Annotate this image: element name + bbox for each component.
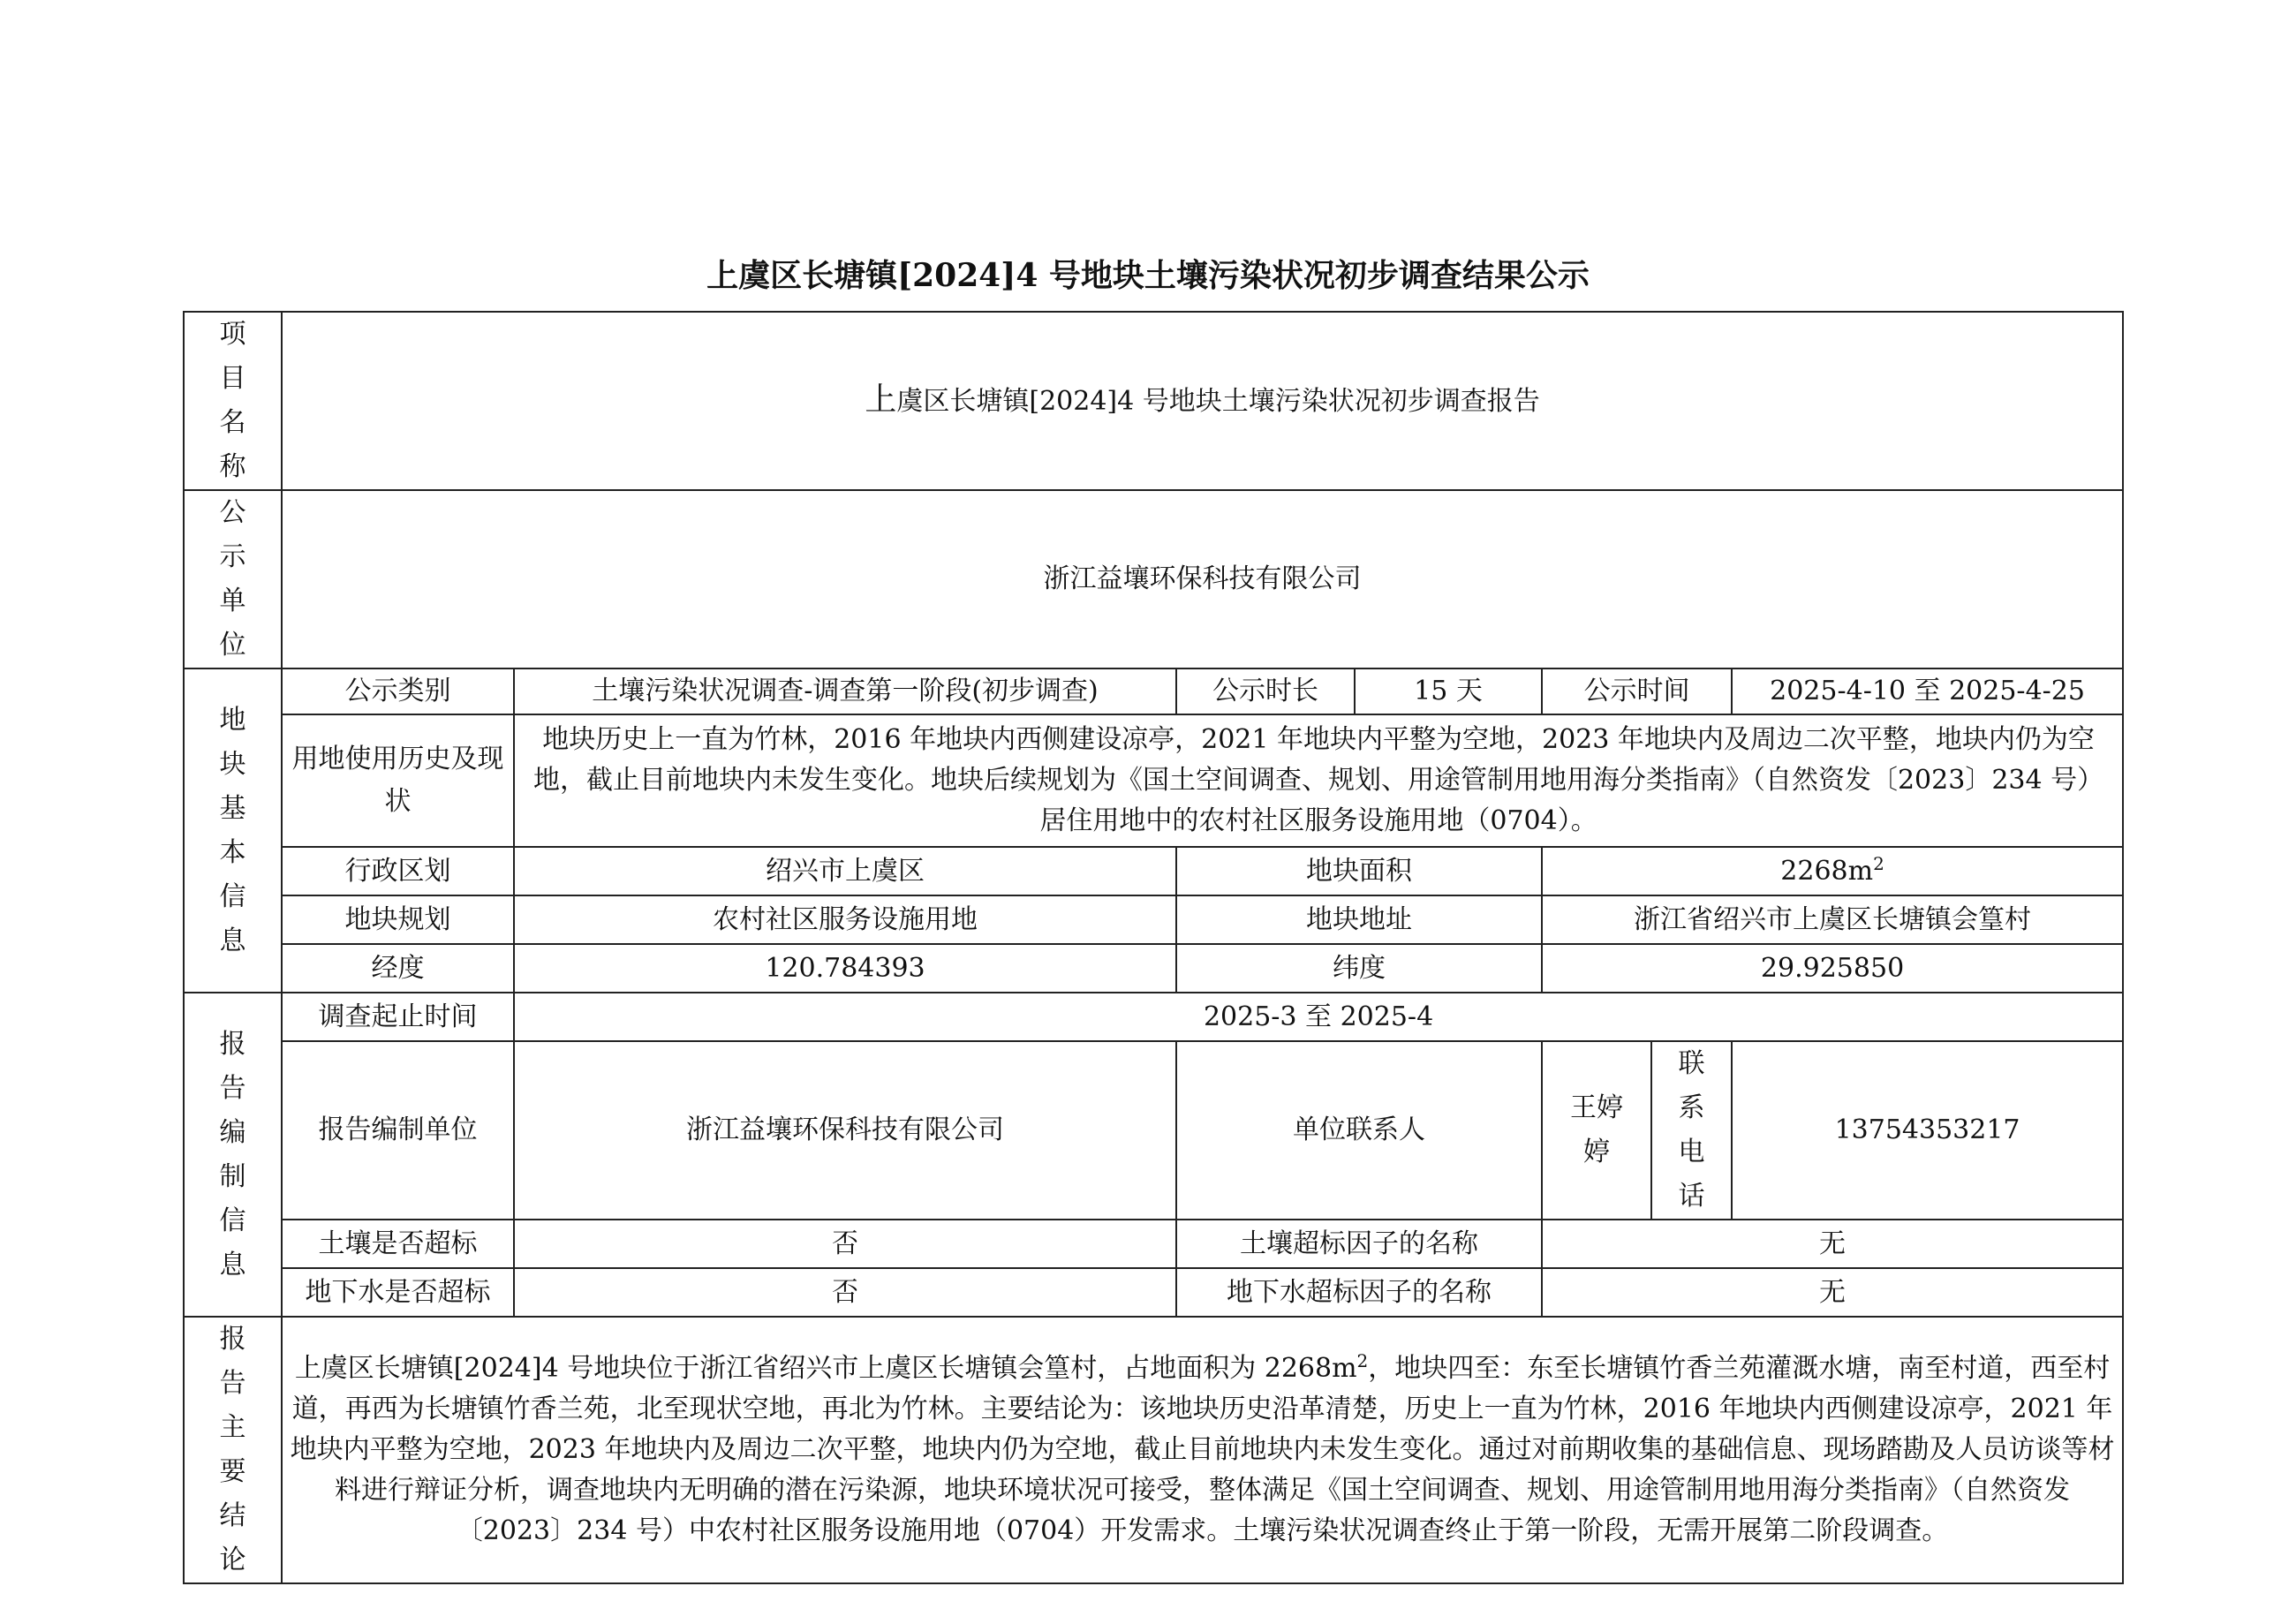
district-value: 绍兴市上虞区: [514, 847, 1176, 895]
longitude-value: 120.784393: [514, 944, 1176, 993]
gw-factor-label: 地下水超标因子的名称: [1176, 1268, 1542, 1317]
soil-exceed-label: 土壤是否超标: [282, 1220, 514, 1268]
report-org-label: 报告编制单位: [282, 1041, 514, 1220]
period-label: 公示时间: [1542, 668, 1732, 714]
duration-value: 15 天: [1355, 668, 1542, 714]
project-value: 上虞区长塘镇[2024]4 号地块土壤污染状况初步调查报告: [282, 312, 2123, 490]
soil-factor-value: 无: [1542, 1220, 2123, 1268]
publisher-value: 浙江益壤环保科技有限公司: [282, 490, 2123, 668]
duration-label: 公示时长: [1176, 668, 1355, 714]
gw-exceed-label: 地下水是否超标: [282, 1268, 514, 1317]
contact-value: 王婷婷: [1542, 1041, 1651, 1220]
address-label: 地块地址: [1176, 895, 1542, 944]
category-label: 公示类别: [282, 668, 514, 714]
area-label: 地块面积: [1176, 847, 1542, 895]
plot-info-label: 地块基本信息: [184, 668, 282, 993]
latitude-label: 纬度: [1176, 944, 1542, 993]
report-info-label: 报告编制信息: [184, 993, 282, 1317]
report-org-value: 浙江益壤环保科技有限公司: [514, 1041, 1176, 1220]
project-label: 项目名称: [184, 312, 282, 490]
area-value: $2268m^2$: [1542, 847, 2123, 895]
planning-value: 农村社区服务设施用地: [514, 895, 1176, 944]
contact-label: 单位联系人: [1176, 1041, 1542, 1220]
period-value: 2025-4-10 至 2025-4-25: [1732, 668, 2123, 714]
document-title: 上虞区长塘镇[2024]4 号地块土壤污染状况初步调查结果公示: [706, 257, 1590, 294]
category-value: 土壤污染状况调查-调查第一阶段(初步调查): [514, 668, 1176, 714]
soil-exceed-value: 否: [514, 1220, 1176, 1268]
gw-exceed-value: 否: [514, 1268, 1176, 1317]
phone-value: 13754353217: [1732, 1041, 2123, 1220]
gw-factor-value: 无: [1542, 1268, 2123, 1317]
longitude-label: 经度: [282, 944, 514, 993]
planning-label: 地块规划: [282, 895, 514, 944]
history-value: 地块历史上一直为竹林，2016 年地块内西侧建设凉亭，2021 年地块内平整为空地，2023 年地块内及周边二次平整，地块内仍为空地，截止目前地块内未发生变化。地块后续规划为《国土空间调查、规划、用途管制用地用海分类指南》（自然资发〔2023〕234 号）居住用地中的农村社区服务设施用地（0704）。: [514, 714, 2123, 847]
district-label: 行政区划: [282, 847, 514, 895]
conclusion-text: 上虞区长塘镇[2024]4 号地块位于浙江省绍兴市上虞区长塘镇会篁村，占地面积为 $2268m^2$，地块四至：东至长塘镇竹香兰苑灌溉水塘，南至村道，西至村道，再西为长塘镇竹香兰苑，北至现状空地，再北为竹林。主要结论为：该地块历史沿革清楚，历史上一直为竹林，2016 年地块内西侧建设凉亭，2021 年地块内平整为空地，2023 年地块内及周边二次平整，地块内仍为空地，截止目前地块内未发生变化。通过对前期收集的基础信息、现场踏勘及人员访谈等材料进行辩证分析，调查地块内无明确的潜在污染源，地块环境状况可接受，整体满足《国土空间调查、规划、用途管制用地用海分类指南》（自然资发〔2023〕234 号）中农村社区服务设施用地（0704）开发需求。土壤污染状况调查终止于第一阶段，无需开展第二阶段调查。: [282, 1317, 2123, 1583]
publisher-label: 公示单位: [184, 490, 282, 668]
notice-table: [183, 311, 2124, 1584]
phone-label: 联系电话: [1651, 1041, 1732, 1220]
address-value: 浙江省绍兴市上虞区长塘镇会篁村: [1542, 895, 2123, 944]
soil-factor-label: 土壤超标因子的名称: [1176, 1220, 1542, 1268]
conclusion-label: 报告主要结论: [184, 1317, 282, 1583]
survey-period-label: 调查起止时间: [282, 993, 514, 1041]
survey-period-value: 2025-3 至 2025-4: [514, 993, 2123, 1041]
history-label: 用地使用历史及现状: [282, 714, 514, 847]
latitude-value: 29.925850: [1542, 944, 2123, 993]
